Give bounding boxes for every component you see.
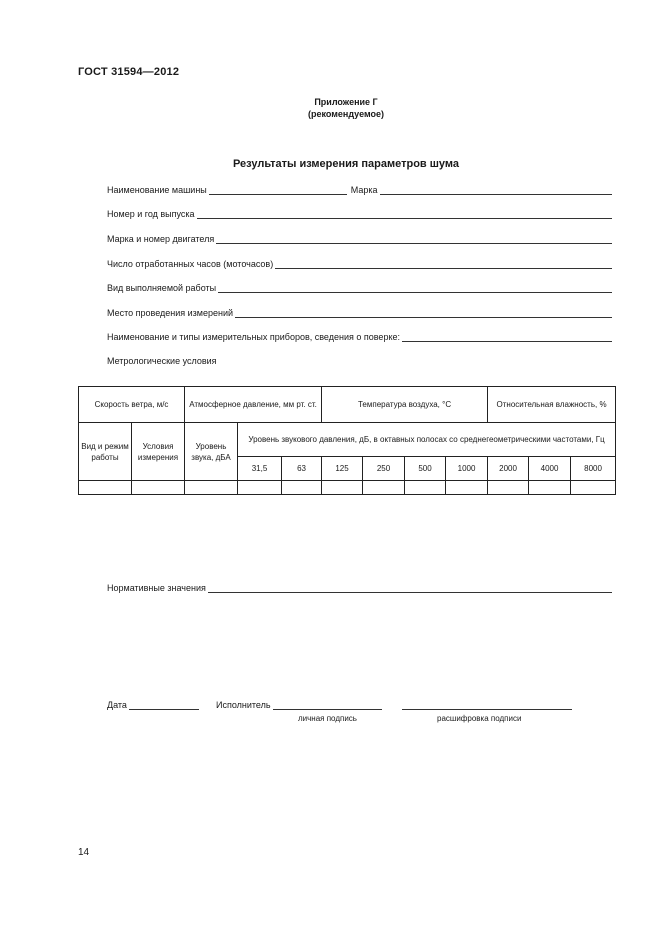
work-type-field[interactable] [218,283,612,293]
number-year-label: Номер и год выпуска [107,209,195,219]
machine-name-row [107,185,612,195]
freq-cell: 4000 [529,457,571,481]
pressure-header: Атмосферное давление, мм рт. ст. [185,387,322,423]
level-header: Уровень звука, дБА [185,423,238,481]
appendix-label: Приложение Г [314,97,378,107]
executor-row [216,700,382,710]
temperature-header: Температура воздуха, °С [322,387,488,423]
standard-number: ГОСТ 31594—2012 [78,66,180,78]
data-cell[interactable] [488,481,529,495]
engine-label: Марка и номер двигателя [107,234,215,244]
decoding-caption: расшифровка подписи [437,714,522,723]
number-year-row [107,209,612,219]
date-row [107,700,199,710]
normative-label: Нормативные значения [107,583,206,593]
instruments-label: Наименование и типы измерительных приборов, сведения о поверке: [107,332,400,342]
work-type-row [107,283,612,293]
freq-cell: 8000 [571,457,616,481]
decoding-field[interactable] [402,700,572,710]
instruments-field[interactable] [402,332,612,342]
signature-field[interactable] [273,700,382,710]
data-cell[interactable] [405,481,446,495]
data-cell[interactable] [282,481,322,495]
number-year-field[interactable] [197,209,612,219]
signature-caption: личная подпись [298,714,357,723]
appendix-status: (рекомендуемое) [308,109,384,119]
date-field[interactable] [129,700,199,710]
table-header-row [79,387,616,423]
freq-cell: 31,5 [238,457,282,481]
place-label: Место проведения измерений [107,308,234,318]
data-cell[interactable] [322,481,363,495]
hours-field[interactable] [275,259,612,269]
octave-header: Уровень звукового давления, дБ, в октавных полосах со среднегеометрическими частотами, Гц [238,423,616,457]
decoding-row [402,700,572,710]
freq-cell: 63 [282,457,322,481]
mode-header: Вид и режим работы [79,423,132,481]
wind-header: Скорость ветра, м/с [79,387,185,423]
metro-label: Метрологические условия [107,356,217,366]
freq-cell: 125 [322,457,363,481]
freq-cell: 250 [363,457,405,481]
hours-row [107,259,612,269]
data-cell[interactable] [446,481,488,495]
data-cell[interactable] [132,481,185,495]
freq-cell: 2000 [488,457,529,481]
normative-row [107,583,612,593]
data-cell[interactable] [571,481,616,495]
executor-label: Исполнитель [216,700,271,710]
hours-label: Число отработанных часов (моточасов) [107,259,274,269]
brand-field[interactable] [380,185,612,195]
data-cell[interactable] [529,481,571,495]
data-cell[interactable] [185,481,238,495]
normative-field[interactable] [208,583,612,593]
place-row [107,308,612,318]
machine-name-field[interactable] [209,185,347,195]
data-cell[interactable] [238,481,282,495]
place-field[interactable] [235,308,612,318]
data-cell[interactable] [363,481,405,495]
brand-label: Марка [350,185,378,195]
freq-cell: 1000 [446,457,488,481]
data-cell[interactable] [79,481,132,495]
measurements-table [78,386,616,495]
instruments-row [107,332,612,342]
form-title: Результаты измерения параметров шума [232,158,459,170]
humidity-header: Относительная влажность, % [488,387,616,423]
data-row [79,481,616,495]
work-type-label: Вид выполняемой работы [107,283,217,293]
page-number: 14 [78,847,90,858]
table-subheader-row [79,423,616,457]
date-label: Дата [107,700,127,710]
engine-field[interactable] [216,234,612,244]
engine-row [107,234,612,244]
freq-cell: 500 [405,457,446,481]
machine-name-label: Наименование машины [107,185,207,195]
conditions-header: Условия измерения [132,423,185,481]
